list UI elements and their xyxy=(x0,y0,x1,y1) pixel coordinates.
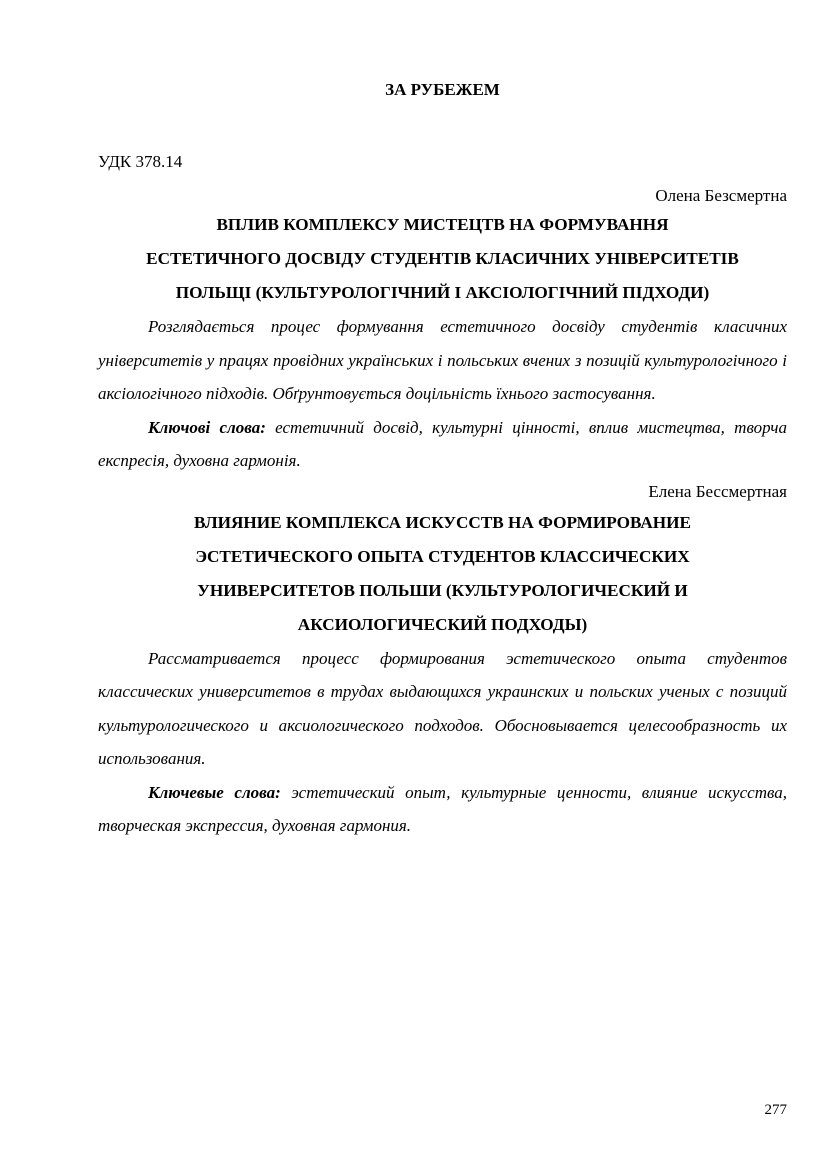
keywords-uk-label: Ключові слова: xyxy=(148,417,266,437)
keywords-ru xyxy=(98,776,787,843)
keywords-ru-text: эстетический опыт, культурные ценности, влияние искусства, творческая экспрессия, духовная гармония. xyxy=(98,782,787,835)
paper-title-ru-line: ЭСТЕТИЧЕСКОГО ОПЫТА СТУДЕНТОВ КЛАССИЧЕСКИХ xyxy=(195,546,690,566)
paper-title-uk-line: ЕСТЕТИЧНОГО ДОСВІДУ СТУДЕНТІВ КЛАСИЧНИХ УНІВЕРСИТЕТІВ xyxy=(146,249,739,268)
keywords-uk-text: естетичний досвід, культурні цінності, вплив мистецтва, творча експресія, духовна гармонія. xyxy=(98,417,788,470)
page-content xyxy=(98,78,787,843)
author-uk: Олена Безсмертна xyxy=(655,186,787,205)
udk-code: УДК 378.14 xyxy=(98,152,183,171)
section-title: ЗА РУБЕЖЕМ xyxy=(385,80,500,99)
keywords-uk xyxy=(98,411,787,478)
author-ru: Елена Бессмертная xyxy=(648,481,787,501)
paper-title-uk xyxy=(98,208,787,310)
paper-title-ru xyxy=(98,506,787,642)
page-number: 277 xyxy=(764,1102,787,1118)
abstract-ru: Рассматривается процесс формирования эстетического опыта студентов классических университетов в трудах выдающихся украинских и польских ученых с позиций культурологического и аксиологического подходов. Обосновывается целесообразность их использования. xyxy=(98,648,787,768)
paper-title-ru-line: АКСИОЛОГИЧЕСКИЙ ПОДХОДЫ) xyxy=(297,614,588,634)
keywords-ru-label: Ключевые слова: xyxy=(148,782,281,802)
paper-title-ru-line: ВЛИЯНИЕ КОМПЛЕКСА ИСКУССТВ НА ФОРМИРОВАНИЕ xyxy=(194,512,691,532)
paper-title-ru-line: УНИВЕРСИТЕТОВ ПОЛЬШИ (КУЛЬТУРОЛОГИЧЕСКИЙ И xyxy=(197,580,688,600)
paper-title-uk-line: ВПЛИВ КОМПЛЕКСУ МИСТЕЦТВ НА ФОРМУВАННЯ xyxy=(216,215,669,234)
paper-title-uk-line: ПОЛЬЩІ (КУЛЬТУРОЛОГІЧНИЙ І АКСІОЛОГІЧНИЙ ПІДХОДИ) xyxy=(175,283,710,302)
abstract-uk: Розглядається процес формування естетичного досвіду студентів класичних університетів у працях провідних українських і польських вчених з позицій культурологічного і аксіологічного підходів. Обґрунтовується доцільність їхнього застосування. xyxy=(98,317,787,403)
